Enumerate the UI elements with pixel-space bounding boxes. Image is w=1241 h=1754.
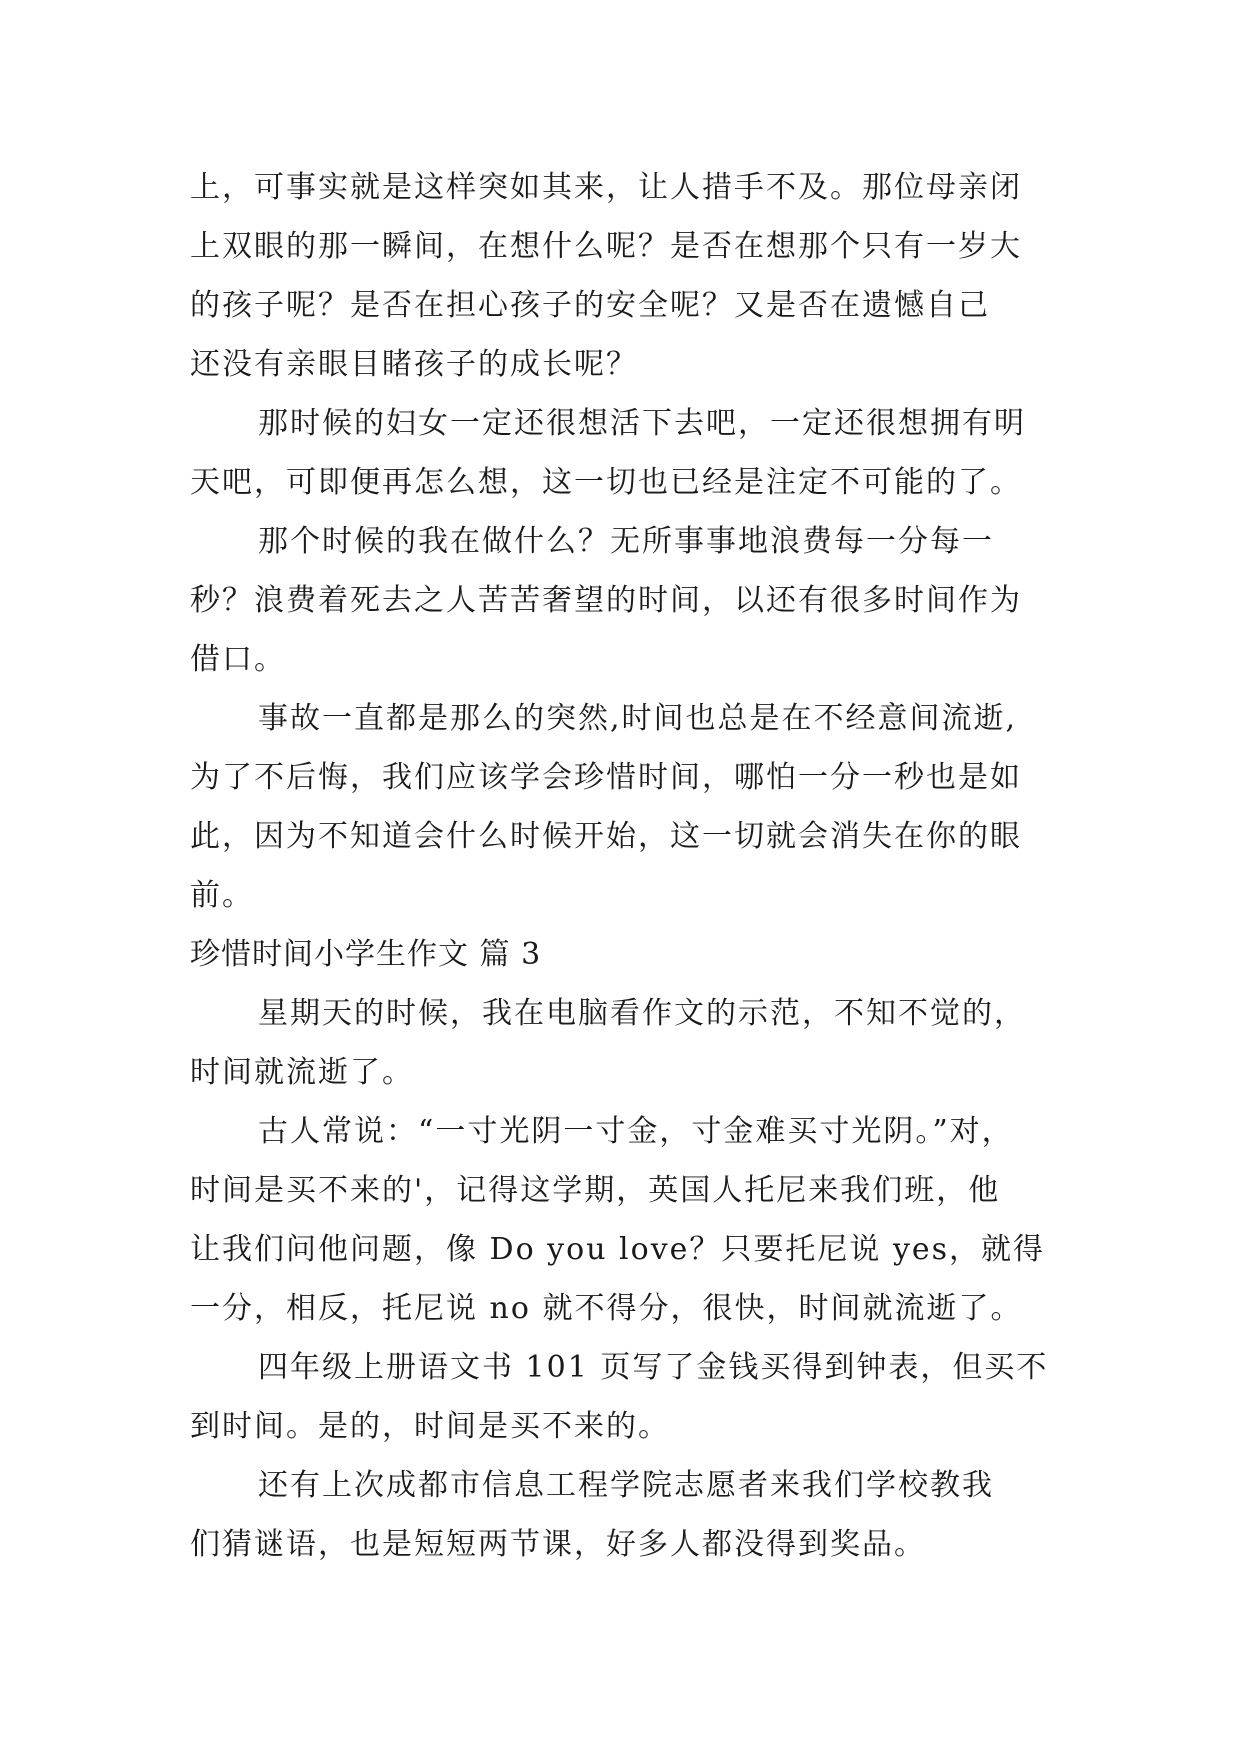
text-line: 那时候的妇女一定还很想活下去吧，一定还很想拥有明 xyxy=(258,406,1026,441)
text-line: 们猜谜语，也是短短两节课，好多人都没得到奖品。 xyxy=(190,1527,926,1562)
text-line: 为了不后悔，我们应该学会珍惜时间，哪怕一分一秒也是如 xyxy=(190,760,1022,795)
text-line: 四年级上册语文书 101 页写了金钱买得到钟表，但买不 xyxy=(258,1350,1049,1385)
text-line: 古人常说：“一寸光阴一寸金，寸金难买寸光阴。”对， xyxy=(258,1114,1014,1149)
text-line: 秒？浪费着死去之人苦苦奢望的时间，以还有很多时间作为 xyxy=(190,583,1022,618)
text-line: 事故一直都是那么的突然,时间也总是在不经意间流逝, xyxy=(258,701,1018,736)
text-line: 此，因为不知道会什么时候开始，这一切就会消失在你的眼 xyxy=(190,819,1022,854)
text-line: 一分，相反，托尼说 no 就不得分，很快，时间就流逝了。 xyxy=(190,1291,1023,1326)
text-line: 的孩子呢？是否在担心孩子的安全呢？又是否在遗憾自己 xyxy=(190,288,990,323)
text-line: 那个时候的我在做什么？无所事事地浪费每一分每一 xyxy=(258,524,994,559)
text-line: 还没有亲眼目睹孩子的成长呢？ xyxy=(190,347,638,382)
text-line: 让我们问他问题，像 Do you love？只要托尼说 yes，就得 xyxy=(190,1232,1046,1267)
text-line: 到时间。是的，时间是买不来的。 xyxy=(190,1409,670,1444)
text-line: 时间就流逝了。 xyxy=(190,1055,414,1090)
text-line: 上双眼的那一瞬间，在想什么呢？是否在想那个只有一岁大 xyxy=(190,229,1022,264)
text-line: 前。 xyxy=(190,878,254,913)
document-body xyxy=(190,158,1056,1574)
text-line: 还有上次成都市信息工程学院志愿者来我们学校教我 xyxy=(258,1468,994,1503)
section-heading: 珍惜时间小学生作文 篇 3 xyxy=(190,937,542,972)
text-line: 借口。 xyxy=(190,642,286,677)
text-line: 天吧，可即便再怎么想，这一切也已经是注定不可能的了。 xyxy=(190,465,1022,500)
text-line: 星期天的时候，我在电脑看作文的示范，不知不觉的， xyxy=(258,996,1026,1031)
text-line: 上，可事实就是这样突如其来，让人措手不及。那位母亲闭 xyxy=(190,170,1022,205)
text-line: 时间是买不来的'，记得这学期，英国人托尼来我们班，他 xyxy=(190,1173,1001,1208)
